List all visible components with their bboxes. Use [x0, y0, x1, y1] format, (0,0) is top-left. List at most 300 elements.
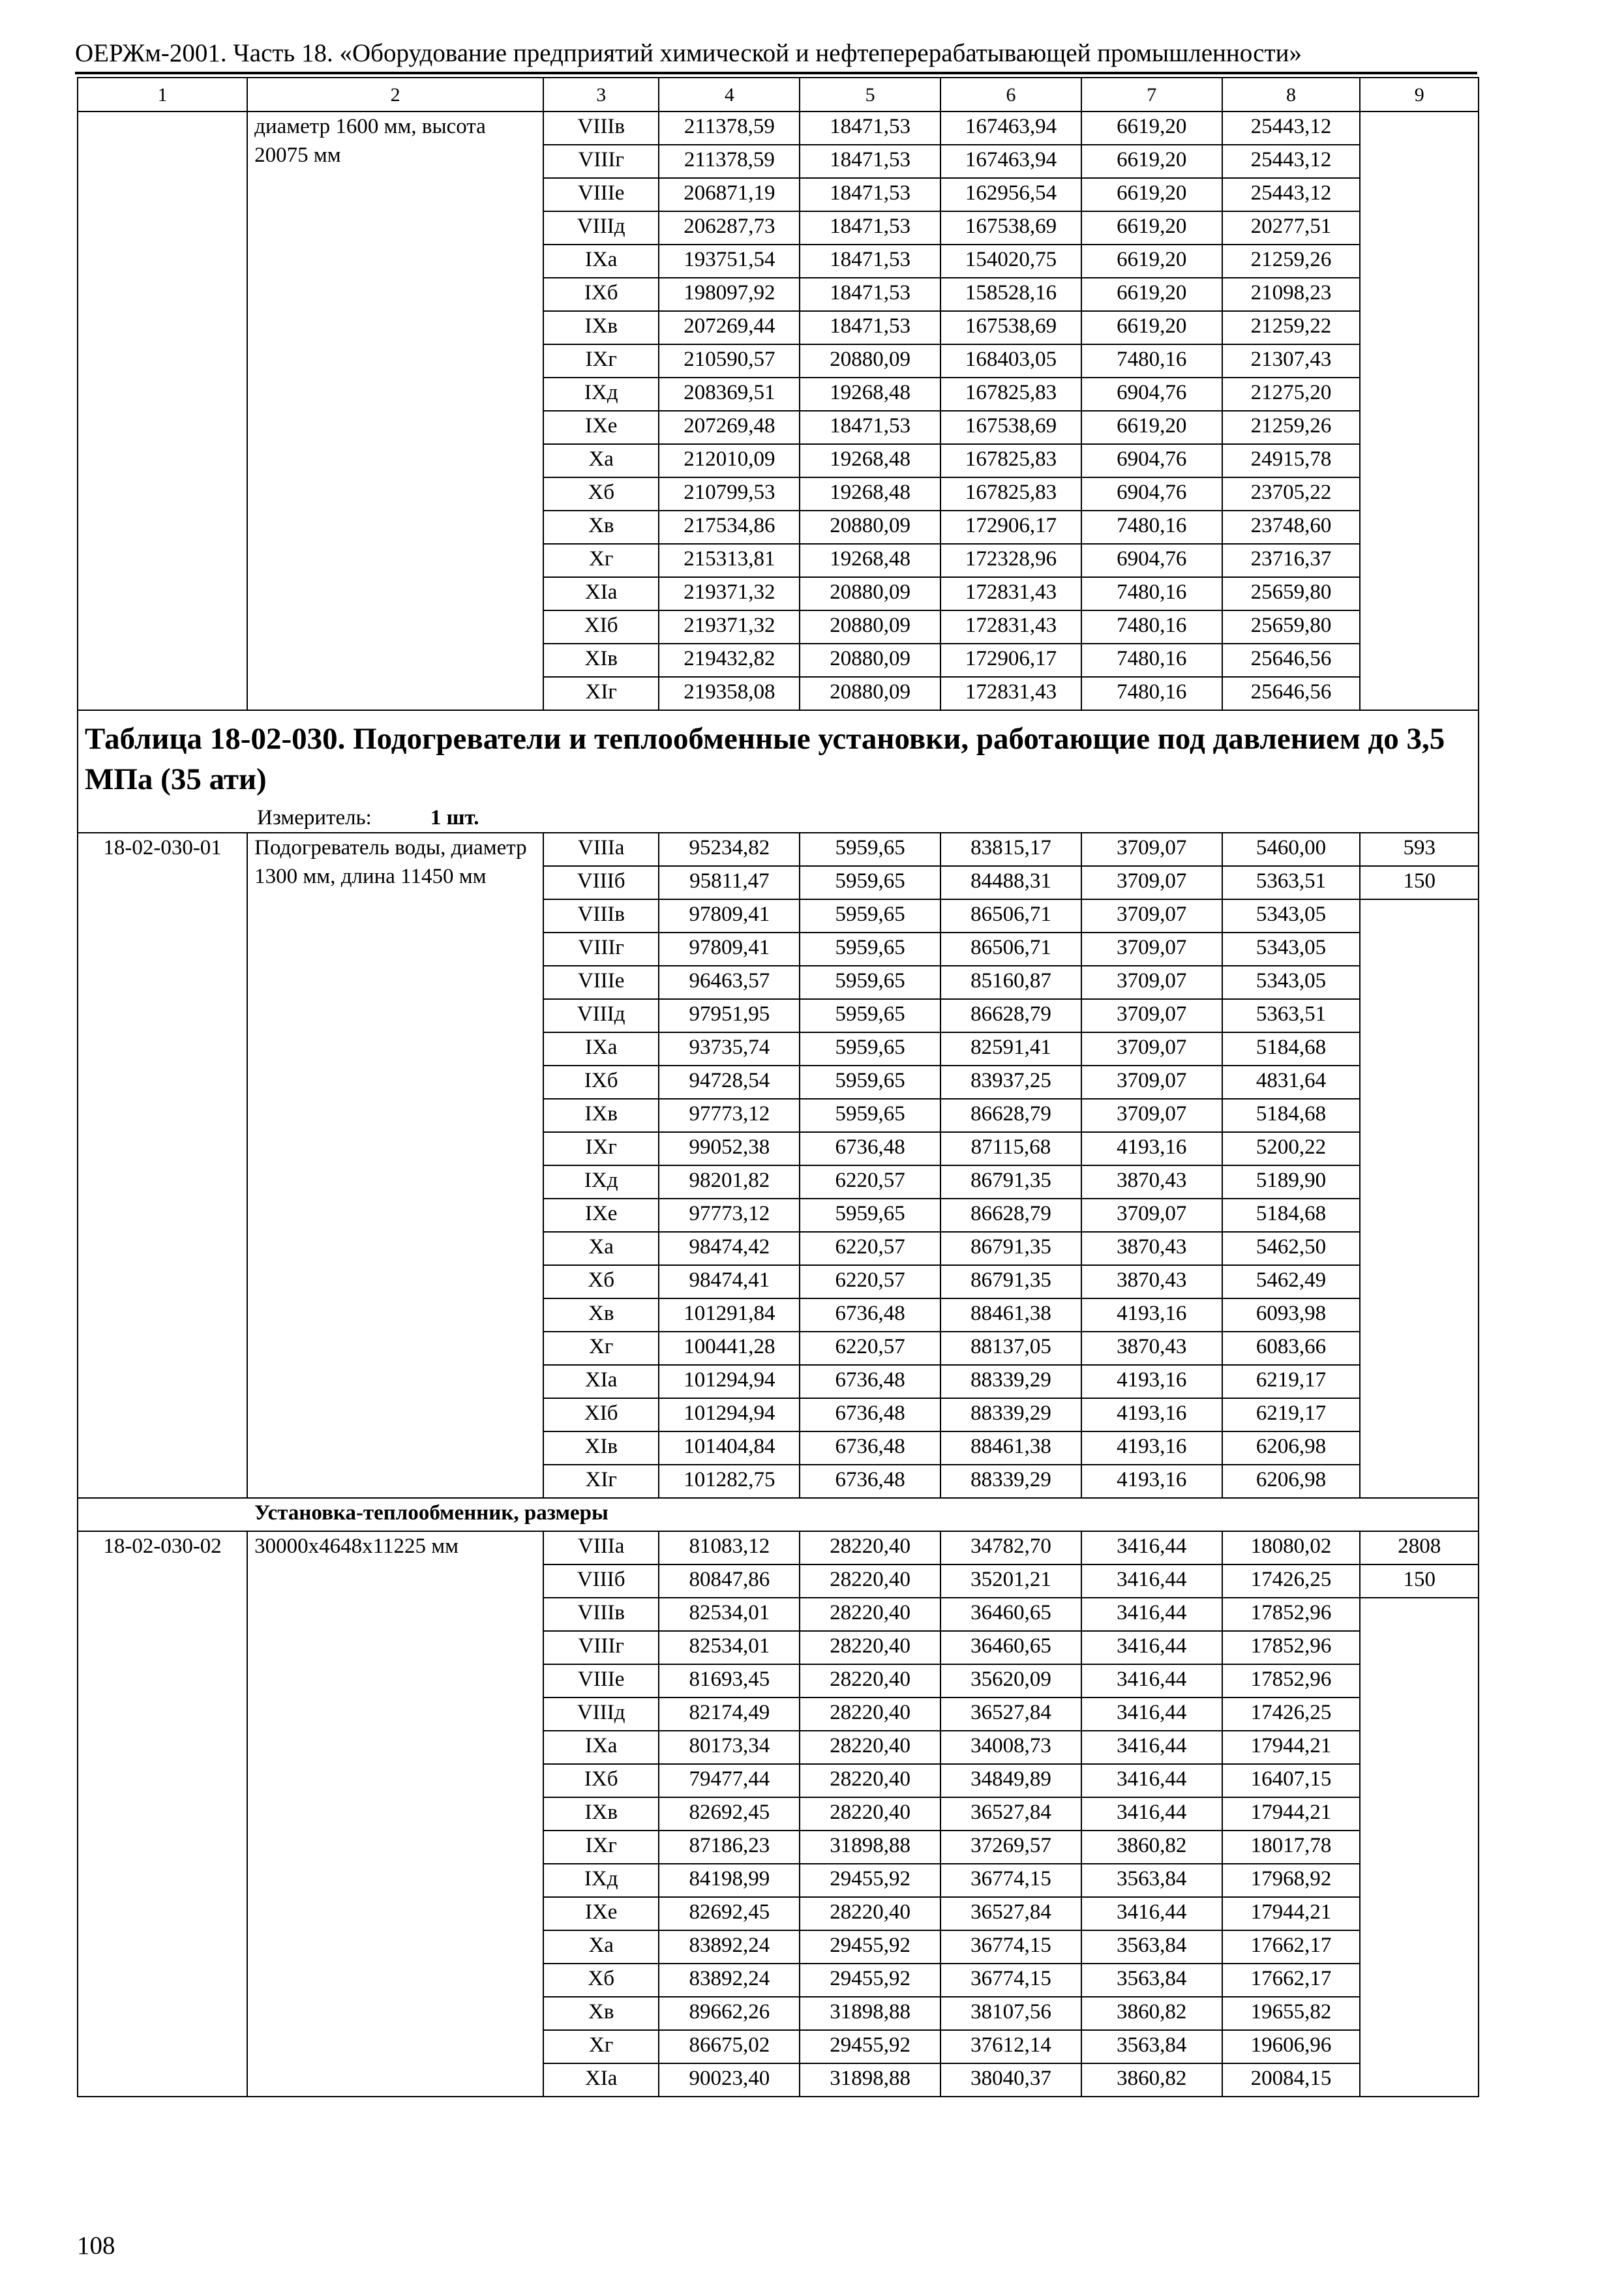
- total-cost-cell: 207269,44: [659, 311, 800, 344]
- machine-cost-cell: 88461,38: [940, 1431, 1081, 1465]
- weight-cell: [1360, 112, 1479, 710]
- operator-wage-cell: 6619,20: [1081, 311, 1222, 344]
- total-cost-cell: 87186,23: [659, 1831, 800, 1864]
- labor-cost-cell: 5959,65: [800, 1032, 940, 1066]
- machine-cost-cell: 167463,94: [940, 112, 1081, 145]
- operator-wage-cell: 4193,16: [1081, 1431, 1222, 1465]
- machine-cost-cell: 86791,35: [940, 1165, 1081, 1199]
- weight-cell: [1360, 1598, 1479, 2097]
- operator-wage-cell: 3416,44: [1081, 1531, 1222, 1564]
- materials-cost-cell: 18080,02: [1222, 1531, 1361, 1564]
- total-cost-cell: 210799,53: [659, 477, 800, 511]
- grade-cell: XIг: [543, 1465, 659, 1498]
- grade-cell: VIIIг: [543, 933, 659, 966]
- machine-cost-cell: 168403,05: [940, 344, 1081, 378]
- unit-label: Измеритель:: [257, 806, 372, 830]
- grade-cell: VIIIд: [543, 1698, 659, 1731]
- weight-cell: 150: [1360, 866, 1479, 899]
- labor-cost-cell: 20880,09: [800, 677, 940, 710]
- operator-wage-cell: 6619,20: [1081, 178, 1222, 211]
- grade-cell: XIа: [543, 1365, 659, 1398]
- labor-cost-cell: 28220,40: [800, 1764, 940, 1797]
- machine-cost-cell: 86628,79: [940, 999, 1081, 1032]
- operator-wage-cell: 3860,82: [1081, 2063, 1222, 2097]
- total-cost-cell: 82692,45: [659, 1897, 800, 1930]
- labor-cost-cell: 19268,48: [800, 444, 940, 477]
- machine-cost-cell: 87115,68: [940, 1132, 1081, 1165]
- materials-cost-cell: 6093,98: [1222, 1298, 1361, 1332]
- operator-wage-cell: 6904,76: [1081, 544, 1222, 577]
- materials-cost-cell: 17662,17: [1222, 1964, 1361, 1997]
- total-cost-cell: 97773,12: [659, 1199, 800, 1232]
- total-cost-cell: 84198,99: [659, 1864, 800, 1897]
- operator-wage-cell: 6619,20: [1081, 245, 1222, 278]
- grade-cell: Xв: [543, 511, 659, 544]
- materials-cost-cell: 5462,50: [1222, 1232, 1361, 1265]
- total-cost-cell: 82534,01: [659, 1631, 800, 1664]
- materials-cost-cell: 6206,98: [1222, 1465, 1361, 1498]
- total-cost-cell: 215313,81: [659, 544, 800, 577]
- machine-cost-cell: 38040,37: [940, 2063, 1081, 2097]
- operator-wage-cell: 4193,16: [1081, 1132, 1222, 1165]
- operator-wage-cell: 3416,44: [1081, 1897, 1222, 1930]
- weight-cell: 150: [1360, 1564, 1479, 1598]
- operator-wage-cell: 3563,84: [1081, 1964, 1222, 1997]
- grade-cell: XIа: [543, 2063, 659, 2097]
- operator-wage-cell: 3563,84: [1081, 1864, 1222, 1897]
- machine-cost-cell: 36527,84: [940, 1698, 1081, 1731]
- labor-cost-cell: 18471,53: [800, 211, 940, 245]
- grade-cell: XIа: [543, 577, 659, 610]
- total-cost-cell: 97951,95: [659, 999, 800, 1032]
- header-rule: [75, 72, 1477, 74]
- total-cost-cell: 98474,41: [659, 1265, 800, 1298]
- running-header: ОЕРЖм-2001. Часть 18. «Оборудование предприятий химической и нефтеперерабатывающей промышленности»: [75, 39, 1302, 67]
- machine-cost-cell: 35620,09: [940, 1664, 1081, 1698]
- labor-cost-cell: 6736,48: [800, 1365, 940, 1398]
- total-cost-cell: 96463,57: [659, 966, 800, 999]
- labor-cost-cell: 31898,88: [800, 1997, 940, 2030]
- grade-cell: XIб: [543, 1398, 659, 1431]
- machine-cost-cell: 86628,79: [940, 1099, 1081, 1132]
- machine-cost-cell: 36774,15: [940, 1864, 1081, 1897]
- grade-cell: Xг: [543, 544, 659, 577]
- total-cost-cell: 83892,24: [659, 1964, 800, 1997]
- materials-cost-cell: 5363,51: [1222, 866, 1361, 899]
- machine-cost-cell: 167825,83: [940, 477, 1081, 511]
- machine-cost-cell: 83937,25: [940, 1066, 1081, 1099]
- labor-cost-cell: 28220,40: [800, 1631, 940, 1664]
- column-number-row: [78, 78, 1479, 112]
- materials-cost-cell: 17426,25: [1222, 1564, 1361, 1598]
- operator-wage-cell: 4193,16: [1081, 1365, 1222, 1398]
- materials-cost-cell: 19606,96: [1222, 2030, 1361, 2063]
- operator-wage-cell: 3870,43: [1081, 1232, 1222, 1265]
- column-number: 1: [78, 78, 247, 112]
- operator-wage-cell: 3709,07: [1081, 1099, 1222, 1132]
- total-cost-cell: 210590,57: [659, 344, 800, 378]
- materials-cost-cell: 17852,96: [1222, 1598, 1361, 1631]
- operator-wage-cell: 3860,82: [1081, 1831, 1222, 1864]
- grade-cell: VIIIв: [543, 112, 659, 145]
- materials-cost-cell: 6219,17: [1222, 1398, 1361, 1431]
- description-cell: Подогреватель воды, диаметр 1300 мм, длина 11450 мм: [247, 833, 543, 1498]
- total-cost-cell: 211378,59: [659, 112, 800, 145]
- total-cost-cell: 82692,45: [659, 1797, 800, 1831]
- materials-cost-cell: 23716,37: [1222, 544, 1361, 577]
- grade-cell: IXб: [543, 1764, 659, 1797]
- labor-cost-cell: 6220,57: [800, 1265, 940, 1298]
- operator-wage-cell: 3416,44: [1081, 1664, 1222, 1698]
- machine-cost-cell: 167538,69: [940, 311, 1081, 344]
- code-cell: 18-02-030-02: [78, 1531, 247, 2097]
- column-number: 7: [1081, 78, 1222, 112]
- materials-cost-cell: 6206,98: [1222, 1431, 1361, 1465]
- operator-wage-cell: 3563,84: [1081, 2030, 1222, 2063]
- machine-cost-cell: 36527,84: [940, 1897, 1081, 1930]
- materials-cost-cell: 21259,26: [1222, 245, 1361, 278]
- materials-cost-cell: 17852,96: [1222, 1631, 1361, 1664]
- materials-cost-cell: 6219,17: [1222, 1365, 1361, 1398]
- machine-cost-cell: 86506,71: [940, 899, 1081, 933]
- labor-cost-cell: 31898,88: [800, 2063, 940, 2097]
- materials-cost-cell: 5343,05: [1222, 933, 1361, 966]
- labor-cost-cell: 28220,40: [800, 1531, 940, 1564]
- machine-cost-cell: 172906,17: [940, 511, 1081, 544]
- total-cost-cell: 94728,54: [659, 1066, 800, 1099]
- grade-cell: VIIIг: [543, 145, 659, 178]
- materials-cost-cell: 17968,92: [1222, 1864, 1361, 1897]
- labor-cost-cell: 6220,57: [800, 1165, 940, 1199]
- machine-cost-cell: 172831,43: [940, 610, 1081, 644]
- operator-wage-cell: 7480,16: [1081, 610, 1222, 644]
- grade-cell: Xг: [543, 2030, 659, 2063]
- grade-cell: Xб: [543, 1964, 659, 1997]
- machine-cost-cell: 88137,05: [940, 1332, 1081, 1365]
- machine-cost-cell: 172831,43: [940, 677, 1081, 710]
- materials-cost-cell: 25443,12: [1222, 145, 1361, 178]
- materials-cost-cell: 21259,26: [1222, 411, 1361, 444]
- materials-cost-cell: 21259,22: [1222, 311, 1361, 344]
- column-number: 5: [800, 78, 940, 112]
- labor-cost-cell: 5959,65: [800, 966, 940, 999]
- total-cost-cell: 101404,84: [659, 1431, 800, 1465]
- total-cost-cell: 206287,73: [659, 211, 800, 245]
- labor-cost-cell: 18471,53: [800, 311, 940, 344]
- machine-cost-cell: 85160,87: [940, 966, 1081, 999]
- grade-cell: IXг: [543, 344, 659, 378]
- machine-cost-cell: 172906,17: [940, 644, 1081, 677]
- total-cost-cell: 90023,40: [659, 2063, 800, 2097]
- machine-cost-cell: 86628,79: [940, 1199, 1081, 1232]
- labor-cost-cell: 6220,57: [800, 1232, 940, 1265]
- operator-wage-cell: 3709,07: [1081, 899, 1222, 933]
- grade-cell: IXа: [543, 1032, 659, 1066]
- grade-cell: VIIIа: [543, 833, 659, 866]
- labor-cost-cell: 18471,53: [800, 112, 940, 145]
- operator-wage-cell: 7480,16: [1081, 577, 1222, 610]
- labor-cost-cell: 19268,48: [800, 477, 940, 511]
- grade-cell: VIIIе: [543, 178, 659, 211]
- machine-cost-cell: 36774,15: [940, 1930, 1081, 1964]
- operator-wage-cell: 3709,07: [1081, 866, 1222, 899]
- machine-cost-cell: 167825,83: [940, 378, 1081, 411]
- materials-cost-cell: 25646,56: [1222, 677, 1361, 710]
- total-cost-cell: 83892,24: [659, 1930, 800, 1964]
- machine-cost-cell: 35201,21: [940, 1564, 1081, 1598]
- labor-cost-cell: 6736,48: [800, 1132, 940, 1165]
- table-title-row: [78, 710, 1479, 833]
- total-cost-cell: 206871,19: [659, 178, 800, 211]
- labor-cost-cell: 5959,65: [800, 866, 940, 899]
- operator-wage-cell: 3709,07: [1081, 933, 1222, 966]
- weight-cell: 593: [1360, 833, 1479, 866]
- labor-cost-cell: 29455,92: [800, 1964, 940, 1997]
- grade-cell: XIв: [543, 1431, 659, 1465]
- operator-wage-cell: 7480,16: [1081, 644, 1222, 677]
- materials-cost-cell: 25659,80: [1222, 577, 1361, 610]
- labor-cost-cell: 6736,48: [800, 1298, 940, 1332]
- materials-cost-cell: 4831,64: [1222, 1066, 1361, 1099]
- labor-cost-cell: 18471,53: [800, 278, 940, 311]
- operator-wage-cell: 3709,07: [1081, 999, 1222, 1032]
- operator-wage-cell: 3416,44: [1081, 1731, 1222, 1764]
- grade-cell: Xб: [543, 477, 659, 511]
- unit-value: 1 шт.: [430, 806, 479, 830]
- machine-cost-cell: 167463,94: [940, 145, 1081, 178]
- code-cell: 18-02-030-01: [78, 833, 247, 1498]
- machine-cost-cell: 83815,17: [940, 833, 1081, 866]
- materials-cost-cell: 17944,21: [1222, 1897, 1361, 1930]
- total-cost-cell: 98474,42: [659, 1232, 800, 1265]
- labor-cost-cell: 20880,09: [800, 610, 940, 644]
- grade-cell: IXб: [543, 278, 659, 311]
- labor-cost-cell: 31898,88: [800, 1831, 940, 1864]
- machine-cost-cell: 167825,83: [940, 444, 1081, 477]
- operator-wage-cell: 3860,82: [1081, 1997, 1222, 2030]
- labor-cost-cell: 18471,53: [800, 145, 940, 178]
- machine-cost-cell: 34782,70: [940, 1531, 1081, 1564]
- operator-wage-cell: 6619,20: [1081, 112, 1222, 145]
- machine-cost-cell: 36774,15: [940, 1964, 1081, 1997]
- materials-cost-cell: 17426,25: [1222, 1698, 1361, 1731]
- machine-cost-cell: 172328,96: [940, 544, 1081, 577]
- machine-cost-cell: 88461,38: [940, 1298, 1081, 1332]
- price-table: [77, 77, 1479, 2097]
- materials-cost-cell: 23748,60: [1222, 511, 1361, 544]
- materials-cost-cell: 17852,96: [1222, 1664, 1361, 1698]
- grade-cell: IXв: [543, 311, 659, 344]
- column-number: 6: [940, 78, 1081, 112]
- labor-cost-cell: 20880,09: [800, 577, 940, 610]
- operator-wage-cell: 3416,44: [1081, 1631, 1222, 1664]
- subheading: Установка-теплообменник, размеры: [78, 1498, 1479, 1531]
- machine-cost-cell: 38107,56: [940, 1997, 1081, 2030]
- total-cost-cell: 219371,32: [659, 610, 800, 644]
- total-cost-cell: 86675,02: [659, 2030, 800, 2063]
- labor-cost-cell: 5959,65: [800, 833, 940, 866]
- grade-cell: IXа: [543, 1731, 659, 1764]
- materials-cost-cell: 18017,78: [1222, 1831, 1361, 1864]
- materials-cost-cell: 25646,56: [1222, 644, 1361, 677]
- labor-cost-cell: 28220,40: [800, 1797, 940, 1831]
- materials-cost-cell: 5343,05: [1222, 966, 1361, 999]
- total-cost-cell: 95234,82: [659, 833, 800, 866]
- operator-wage-cell: 6619,20: [1081, 145, 1222, 178]
- grade-cell: Xа: [543, 444, 659, 477]
- labor-cost-cell: 28220,40: [800, 1564, 940, 1598]
- labor-cost-cell: 28220,40: [800, 1664, 940, 1698]
- materials-cost-cell: 5363,51: [1222, 999, 1361, 1032]
- grade-cell: IXа: [543, 245, 659, 278]
- total-cost-cell: 95811,47: [659, 866, 800, 899]
- operator-wage-cell: 3416,44: [1081, 1797, 1222, 1831]
- total-cost-cell: 98201,82: [659, 1165, 800, 1199]
- description-cell: 30000х4648х11225 мм: [247, 1531, 543, 2097]
- total-cost-cell: 211378,59: [659, 145, 800, 178]
- labor-cost-cell: 5959,65: [800, 1099, 940, 1132]
- total-cost-cell: 97773,12: [659, 1099, 800, 1132]
- labor-cost-cell: 28220,40: [800, 1698, 940, 1731]
- materials-cost-cell: 5184,68: [1222, 1032, 1361, 1066]
- labor-cost-cell: 20880,09: [800, 511, 940, 544]
- grade-cell: IXе: [543, 1199, 659, 1232]
- materials-cost-cell: 19655,82: [1222, 1997, 1361, 2030]
- subheading-row: [78, 1498, 1479, 1531]
- operator-wage-cell: 3416,44: [1081, 1564, 1222, 1598]
- grade-cell: XIб: [543, 610, 659, 644]
- machine-cost-cell: 88339,29: [940, 1365, 1081, 1398]
- total-cost-cell: 101282,75: [659, 1465, 800, 1498]
- materials-cost-cell: 5462,49: [1222, 1265, 1361, 1298]
- operator-wage-cell: 7480,16: [1081, 511, 1222, 544]
- grade-cell: IXв: [543, 1797, 659, 1831]
- grade-cell: Xб: [543, 1265, 659, 1298]
- machine-cost-cell: 158528,16: [940, 278, 1081, 311]
- materials-cost-cell: 25443,12: [1222, 178, 1361, 211]
- table-title: Таблица 18-02-030. Подогреватели и теплообменные установки, работающие под давлением до 3,5 МПа (35 ати): [85, 722, 1445, 796]
- machine-cost-cell: 36460,65: [940, 1631, 1081, 1664]
- grade-cell: Xа: [543, 1930, 659, 1964]
- materials-cost-cell: 5200,22: [1222, 1132, 1361, 1165]
- operator-wage-cell: 3870,43: [1081, 1265, 1222, 1298]
- grade-cell: VIIIб: [543, 866, 659, 899]
- total-cost-cell: 93735,74: [659, 1032, 800, 1066]
- materials-cost-cell: 20084,15: [1222, 2063, 1361, 2097]
- labor-cost-cell: 6736,48: [800, 1465, 940, 1498]
- labor-cost-cell: 19268,48: [800, 378, 940, 411]
- operator-wage-cell: 3709,07: [1081, 1032, 1222, 1066]
- machine-cost-cell: 36527,84: [940, 1797, 1081, 1831]
- operator-wage-cell: 7480,16: [1081, 677, 1222, 710]
- description-cell: диаметр 1600 мм, высота 20075 мм: [247, 112, 543, 710]
- machine-cost-cell: 162956,54: [940, 178, 1081, 211]
- machine-cost-cell: 167538,69: [940, 411, 1081, 444]
- labor-cost-cell: 20880,09: [800, 644, 940, 677]
- labor-cost-cell: 5959,65: [800, 1066, 940, 1099]
- machine-cost-cell: 84488,31: [940, 866, 1081, 899]
- machine-cost-cell: 154020,75: [940, 245, 1081, 278]
- grade-cell: IXд: [543, 1864, 659, 1897]
- grade-cell: IXд: [543, 378, 659, 411]
- total-cost-cell: 101291,84: [659, 1298, 800, 1332]
- column-number: 2: [247, 78, 543, 112]
- operator-wage-cell: 3416,44: [1081, 1598, 1222, 1631]
- grade-cell: VIIIв: [543, 1598, 659, 1631]
- labor-cost-cell: 5959,65: [800, 1199, 940, 1232]
- labor-cost-cell: 18471,53: [800, 245, 940, 278]
- operator-wage-cell: 4193,16: [1081, 1298, 1222, 1332]
- labor-cost-cell: 20880,09: [800, 344, 940, 378]
- total-cost-cell: 89662,26: [659, 1997, 800, 2030]
- total-cost-cell: 193751,54: [659, 245, 800, 278]
- operator-wage-cell: 6619,20: [1081, 211, 1222, 245]
- machine-cost-cell: 167538,69: [940, 211, 1081, 245]
- total-cost-cell: 82174,49: [659, 1698, 800, 1731]
- grade-cell: VIIIд: [543, 211, 659, 245]
- machine-cost-cell: 34849,89: [940, 1764, 1081, 1797]
- grade-cell: IXв: [543, 1099, 659, 1132]
- total-cost-cell: 80847,86: [659, 1564, 800, 1598]
- grade-cell: VIIIа: [543, 1531, 659, 1564]
- labor-cost-cell: 28220,40: [800, 1897, 940, 1930]
- operator-wage-cell: 3709,07: [1081, 833, 1222, 866]
- operator-wage-cell: 6619,20: [1081, 278, 1222, 311]
- operator-wage-cell: 3416,44: [1081, 1764, 1222, 1797]
- materials-cost-cell: 24915,78: [1222, 444, 1361, 477]
- operator-wage-cell: 3709,07: [1081, 966, 1222, 999]
- total-cost-cell: 198097,92: [659, 278, 800, 311]
- materials-cost-cell: 17944,21: [1222, 1731, 1361, 1764]
- materials-cost-cell: 6083,66: [1222, 1332, 1361, 1365]
- materials-cost-cell: 21098,23: [1222, 278, 1361, 311]
- grade-cell: VIIIе: [543, 966, 659, 999]
- unit-line: [85, 805, 1473, 832]
- total-cost-cell: 99052,38: [659, 1132, 800, 1165]
- grade-cell: IXг: [543, 1831, 659, 1864]
- labor-cost-cell: 5959,65: [800, 933, 940, 966]
- page-number: 108: [77, 2232, 115, 2260]
- labor-cost-cell: 29455,92: [800, 2030, 940, 2063]
- column-number: 8: [1222, 78, 1361, 112]
- table-title-cell: [78, 710, 1479, 833]
- total-cost-cell: 97809,41: [659, 933, 800, 966]
- operator-wage-cell: 4193,16: [1081, 1465, 1222, 1498]
- labor-cost-cell: 6736,48: [800, 1431, 940, 1465]
- total-cost-cell: 80173,34: [659, 1731, 800, 1764]
- grade-cell: VIIIе: [543, 1664, 659, 1698]
- materials-cost-cell: 5343,05: [1222, 899, 1361, 933]
- code-cell: [78, 112, 247, 710]
- materials-cost-cell: 5184,68: [1222, 1199, 1361, 1232]
- grade-cell: IXб: [543, 1066, 659, 1099]
- materials-cost-cell: 21275,20: [1222, 378, 1361, 411]
- machine-cost-cell: 37269,57: [940, 1831, 1081, 1864]
- labor-cost-cell: 6736,48: [800, 1398, 940, 1431]
- operator-wage-cell: 3563,84: [1081, 1930, 1222, 1964]
- total-cost-cell: 81693,45: [659, 1664, 800, 1698]
- operator-wage-cell: 6619,20: [1081, 411, 1222, 444]
- grade-cell: Xг: [543, 1332, 659, 1365]
- grade-cell: VIIIб: [543, 1564, 659, 1598]
- grade-cell: Xв: [543, 1997, 659, 2030]
- total-cost-cell: 81083,12: [659, 1531, 800, 1564]
- total-cost-cell: 217534,86: [659, 511, 800, 544]
- column-number: 9: [1360, 78, 1479, 112]
- grade-cell: IXе: [543, 1897, 659, 1930]
- materials-cost-cell: 16407,15: [1222, 1764, 1361, 1797]
- grade-cell: VIIIг: [543, 1631, 659, 1664]
